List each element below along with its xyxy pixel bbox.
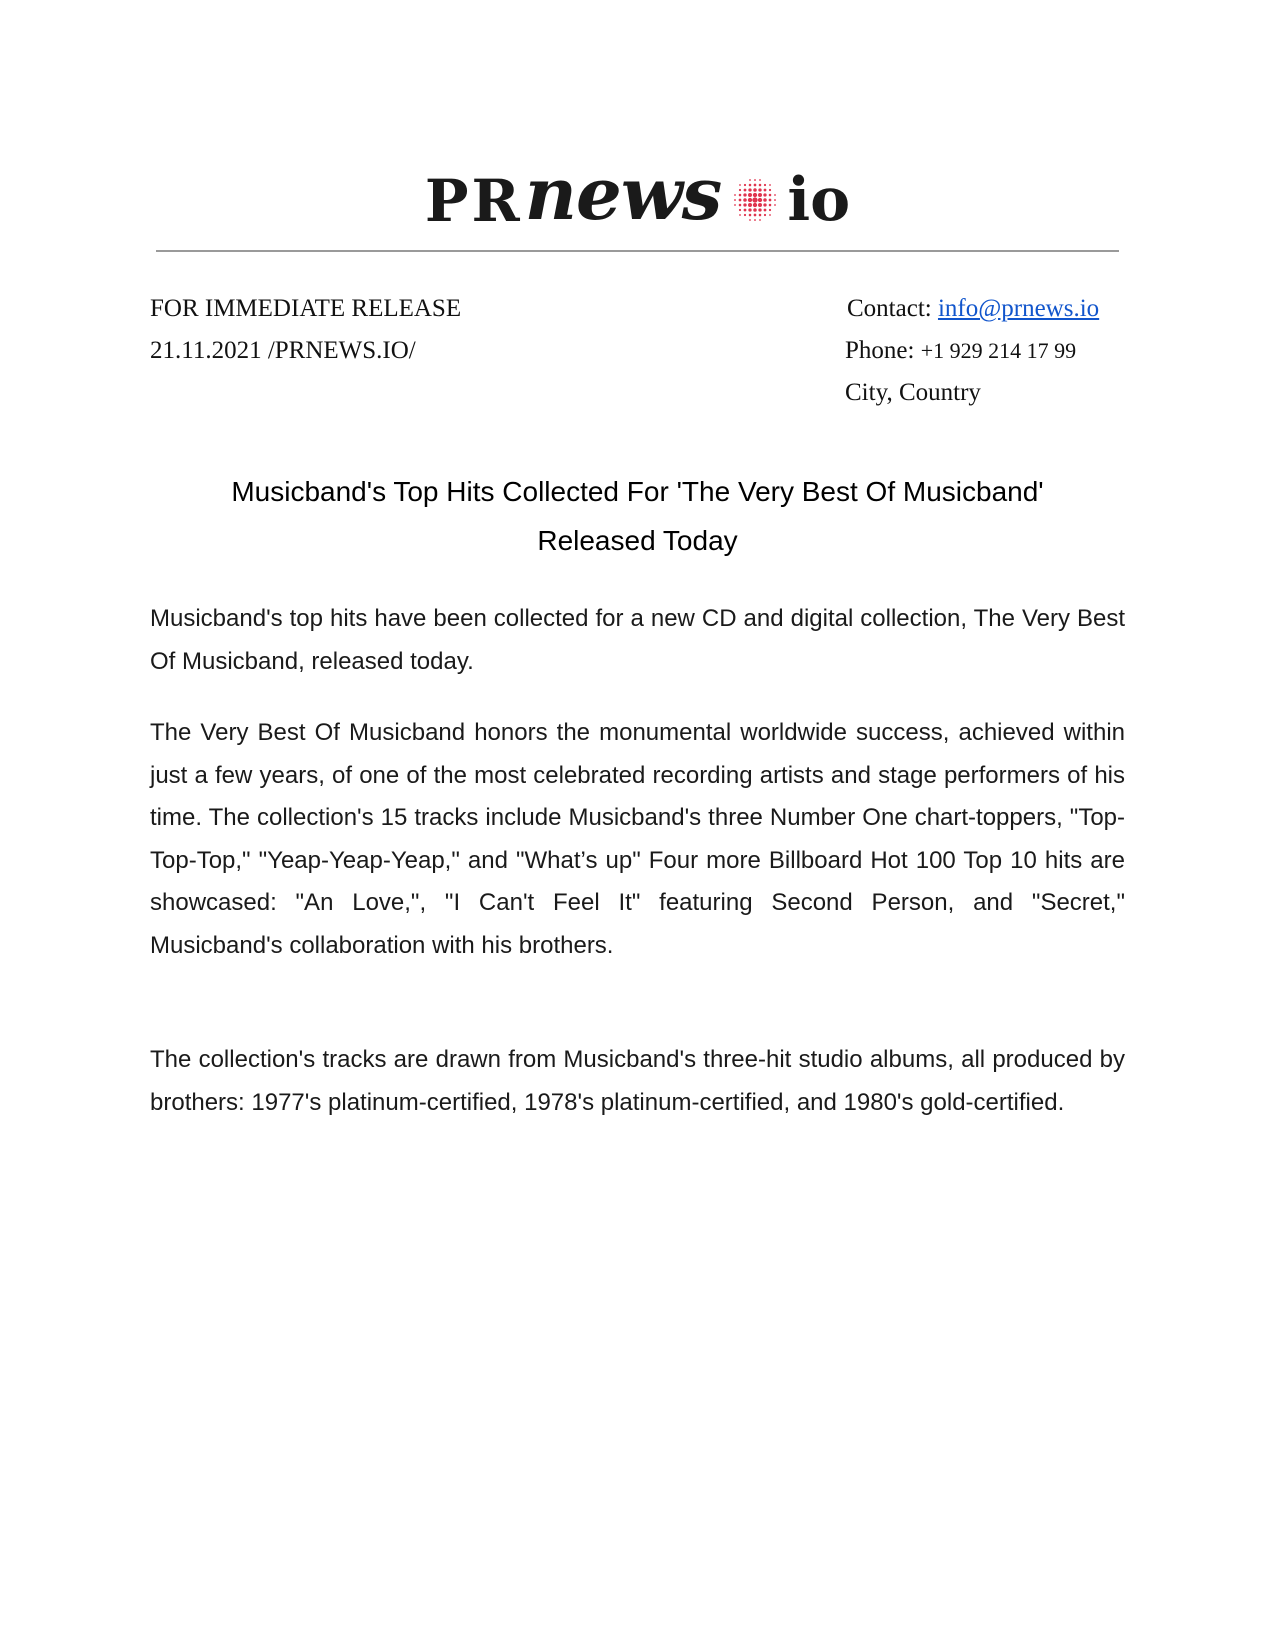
- logo-dot: [739, 199, 742, 202]
- logo-dot: [774, 204, 776, 206]
- logo-dot: [749, 179, 751, 181]
- logo-io-text: io: [787, 165, 851, 235]
- logo-dot: [734, 199, 736, 201]
- logo-dot: [769, 189, 771, 191]
- dotted-burst-icon: [731, 176, 779, 224]
- logo-dot: [749, 184, 752, 187]
- logo-dot: [749, 208, 752, 211]
- phone-line: [845, 330, 1099, 372]
- logo-dot: [748, 193, 752, 197]
- release-info: [150, 288, 461, 372]
- logo-dot: [753, 193, 757, 197]
- logo-dot: [769, 204, 772, 207]
- logo-dot: [744, 214, 746, 216]
- logo-dot: [759, 214, 762, 217]
- phone-number: +1 929 214 17 99: [920, 338, 1077, 363]
- logo-dot: [754, 219, 756, 221]
- logo-dot: [759, 208, 762, 211]
- logo-dot: [764, 193, 767, 196]
- logo-dot: [748, 198, 752, 202]
- logo-dot: [758, 198, 762, 202]
- location: City, Country: [845, 379, 981, 406]
- logo-dot: [758, 203, 762, 207]
- logo-dot: [744, 189, 747, 192]
- logo-dot: [739, 184, 741, 186]
- logo-dot: [739, 209, 741, 211]
- logo-dot: [754, 184, 757, 187]
- logo-dot: [739, 189, 741, 191]
- logo-dot: [764, 209, 767, 212]
- logo-dot: [744, 209, 747, 212]
- logo-dot: [769, 214, 771, 216]
- logo-dot: [744, 193, 747, 196]
- logo-dot: [754, 208, 758, 212]
- logo-news-text: news: [524, 151, 722, 236]
- logo-dot: [734, 194, 736, 196]
- dateline: 21.11.2021 /PRNEWS.IO/: [150, 337, 416, 364]
- prnews-logo-wordmark: [424, 140, 851, 236]
- logo-dot: [753, 197, 758, 202]
- logo-dot: [739, 204, 742, 207]
- contact-email-link[interactable]: info@prnews.io: [937, 295, 1100, 322]
- logo-pr-text: PR: [424, 167, 523, 235]
- logo-dot: [764, 203, 767, 206]
- header-divider: [156, 250, 1119, 252]
- logo-dot: [739, 214, 741, 216]
- logo-dot: [764, 198, 768, 202]
- contact-info: [845, 288, 1099, 414]
- logo-dot: [734, 204, 736, 206]
- logo-dot: [739, 194, 742, 197]
- logo-dot: [754, 179, 756, 181]
- logo-dot: [749, 214, 752, 217]
- headline-line-2: Released Today: [537, 525, 738, 556]
- logo-dot: [744, 184, 746, 186]
- logo-dot: [764, 189, 767, 192]
- prnews-logo: [0, 140, 1275, 236]
- body-paragraph-1: Musicband's top hits have been collected for a new CD and digital collection, The Very Best Of Musicband, released today.: [150, 605, 1125, 675]
- logo-dot: [774, 194, 776, 196]
- logo-dot: [744, 203, 747, 206]
- logo-dot: [749, 219, 751, 221]
- headline-line-1: Musicband's Top Hits Collected For 'The Very Best Of Musicband': [231, 476, 1044, 507]
- logo-dot: [754, 188, 758, 192]
- logo-dot: [758, 193, 762, 197]
- logo-dot: [759, 188, 762, 191]
- logo-dot: [764, 184, 766, 186]
- logo-dot: [748, 203, 752, 207]
- contact-line: [847, 288, 1099, 330]
- logo-dot: [754, 214, 757, 217]
- phone-label: Phone:: [845, 337, 915, 364]
- logo-dot: [769, 209, 771, 211]
- logo-dot: [764, 214, 766, 216]
- logo-dot: [759, 219, 761, 221]
- logo-dot: [769, 184, 771, 186]
- logo-dot: [744, 198, 748, 202]
- logo-dot: [759, 179, 761, 181]
- logo-dot: [749, 188, 752, 191]
- logo-dot: [769, 199, 772, 202]
- logo-dot: [753, 203, 757, 207]
- press-release-headline: [150, 467, 1125, 565]
- logo-dot: [774, 199, 776, 201]
- body-paragraph-2: The Very Best Of Musicband honors the monumental worldwide success, achieved within just a few years, of one of the most celebrated recording artists and stage performers of his time. The collection's 15 tracks include Musicband's three Number One chart-toppers, "Top-Top-Top," "Yeap-Yeap-Yeap," and "What’s up" Four more Billboard Hot 100 Top 10 hits are showcased: "An Love,", "I Can't Feel It" featuring Second Person, and "Secret," Musicband's collaboration with his brothers.: [150, 719, 1125, 959]
- body-paragraph-3: The collection's tracks are drawn from Musicband's three-hit studio albums, all produced by brothers: 1977's platinum-certified, 1978's platinum-certified, and 1980's gold-certified.: [150, 1046, 1125, 1116]
- release-label: FOR IMMEDIATE RELEASE: [150, 295, 462, 322]
- logo-dot: [769, 194, 772, 197]
- logo-dot: [759, 184, 762, 187]
- contact-label: Contact:: [847, 295, 932, 322]
